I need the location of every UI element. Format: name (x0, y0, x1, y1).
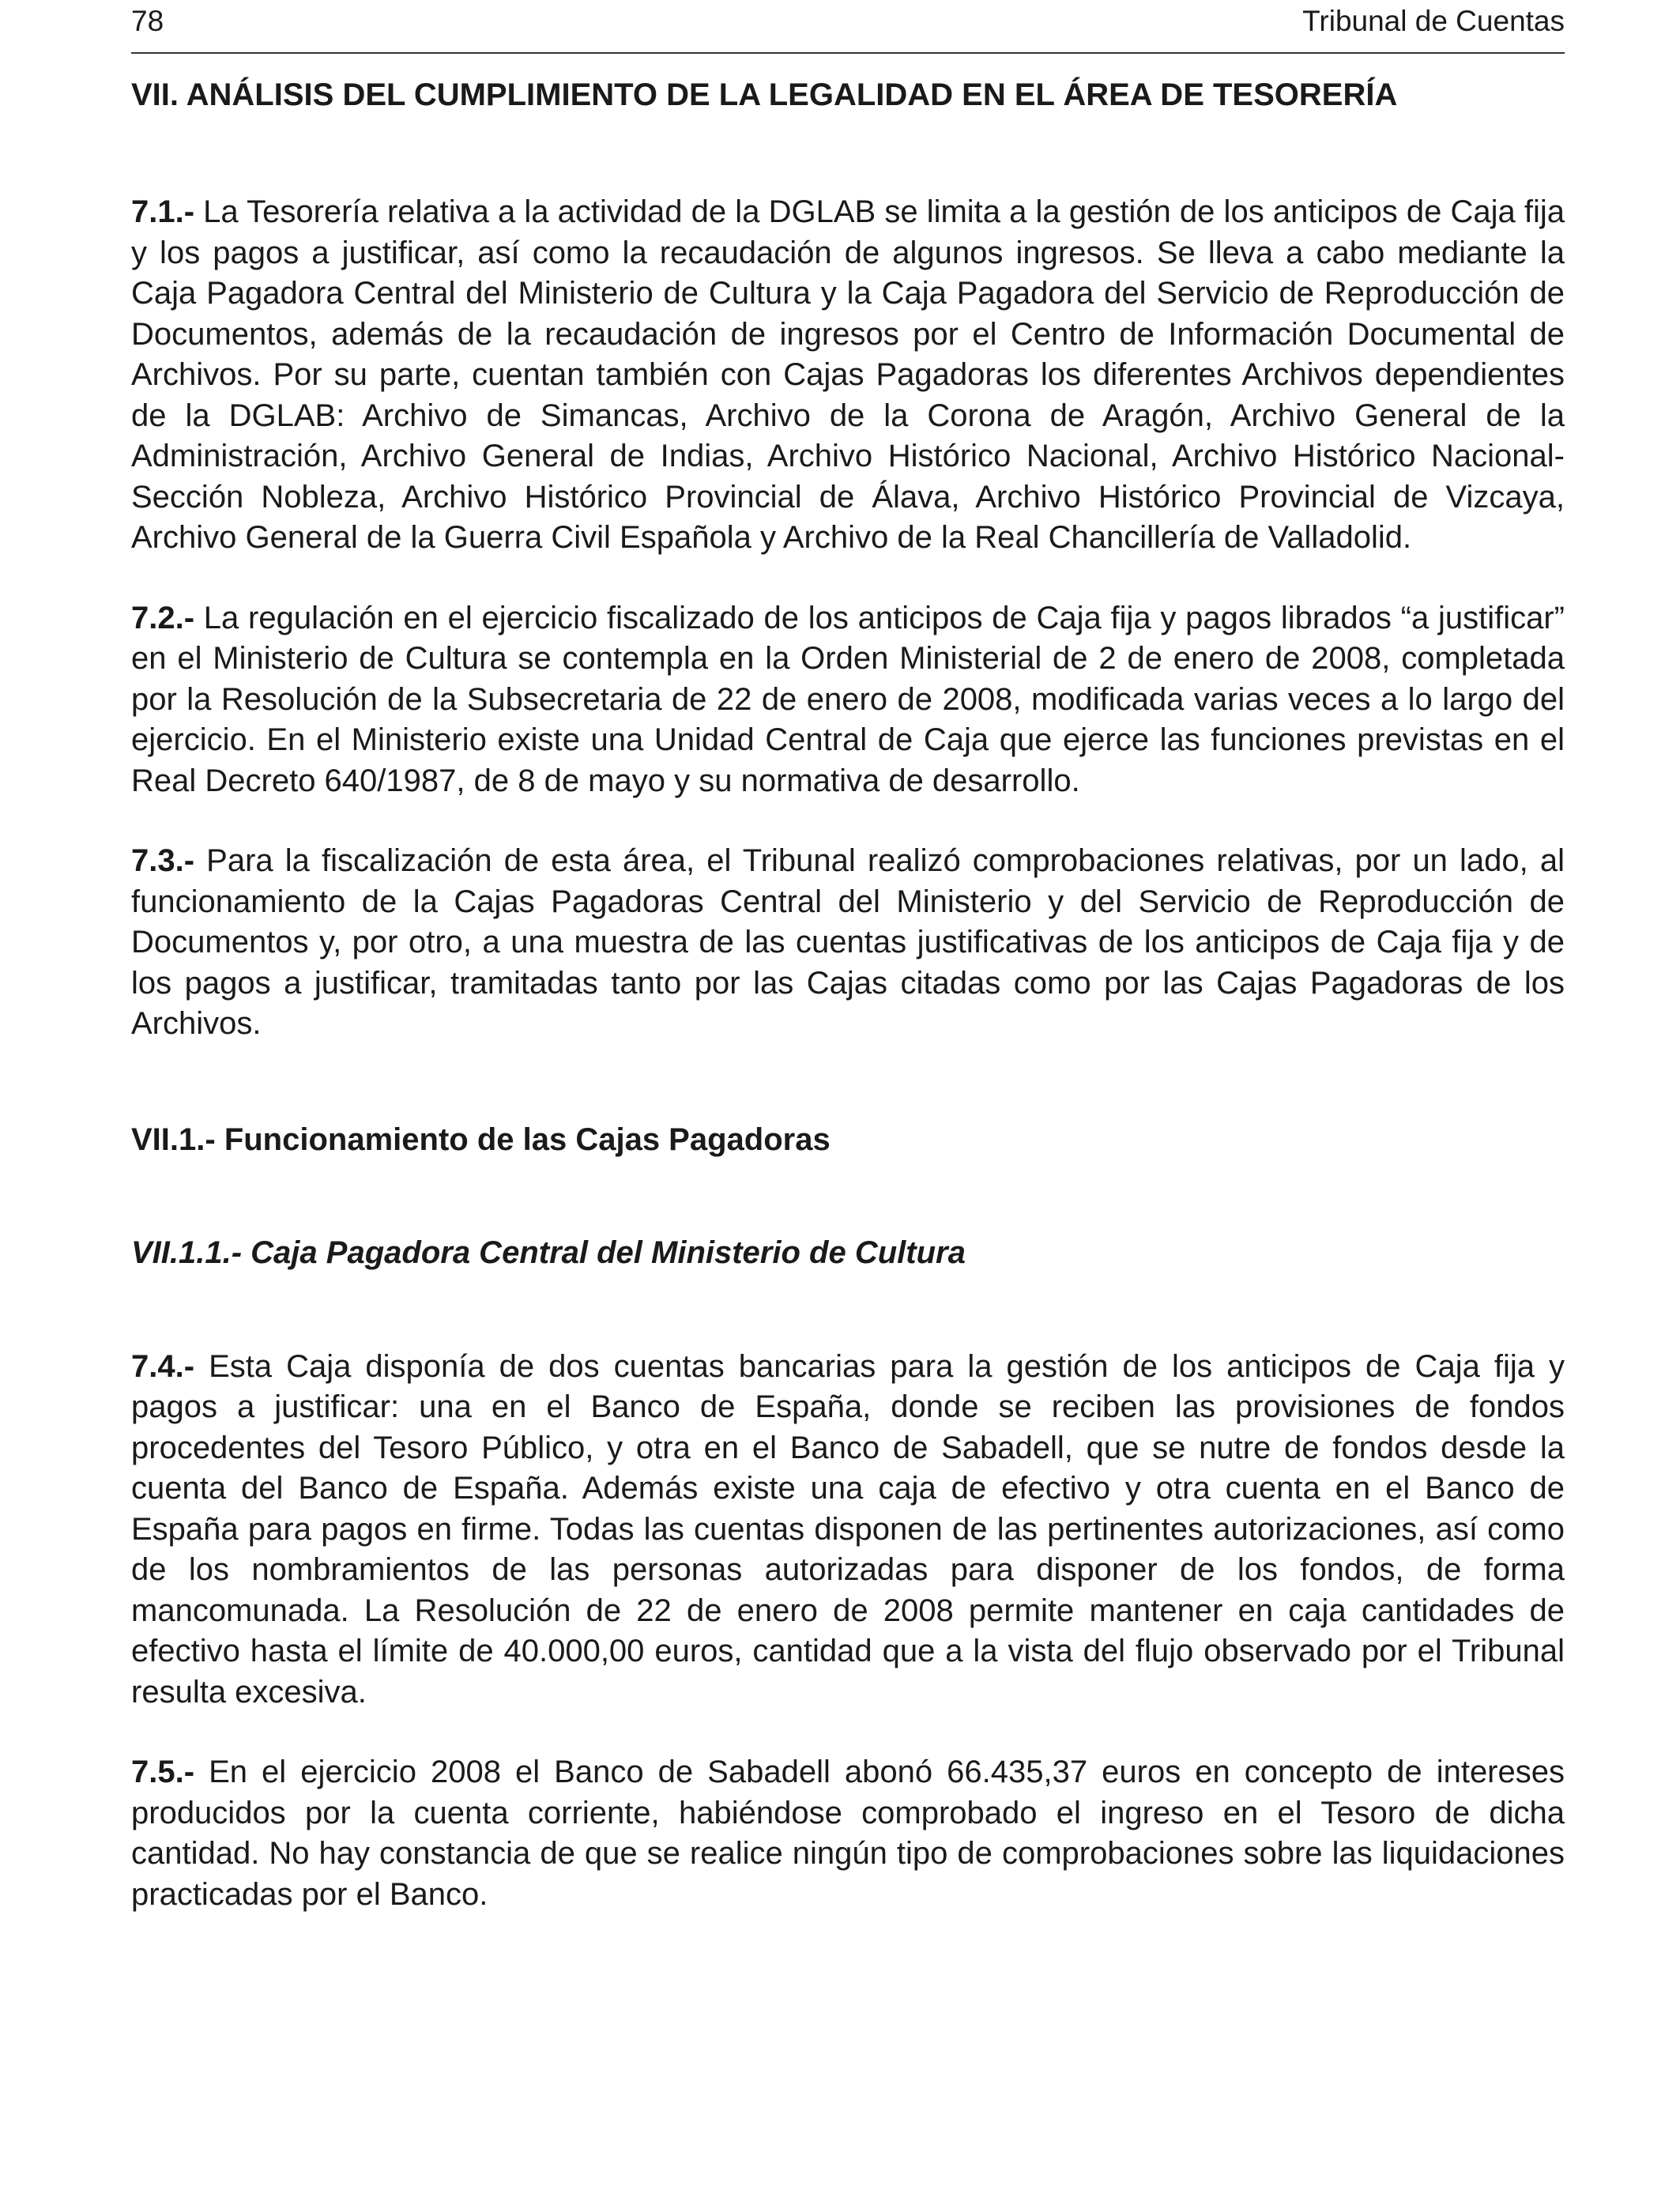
subsection-title: VII.1.1.- Caja Pagadora Central del Ministerio de Cultura (131, 1235, 966, 1270)
paragraph-text: Esta Caja disponía de dos cuentas bancarias para la gestión de los anticipos de Caja fija y pagos a justificar: una en el Banco de España, donde se reciben las provisiones de fondos procedentes del Tesoro Público, y otra en el Banco de Sabadell, que se nutre de fondos desde la cuenta del Banco de España. Además existe una caja de efectivo y otra cuenta en el Banco de España para pagos en firme. Todas las cuentas disponen de las pertinentes autorizaciones, así como de los nombramientos de las personas autorizadas para disponer de los fondos, de forma mancomunada. La Resolución de 22 de enero de 2008 permite mantener en caja cantidades de efectivo hasta el límite de 40.000,00 euros, cantidad que a la vista del flujo observado por el Tribunal resulta excesiva. (131, 1348, 1565, 1710)
paragraph-7-2 (131, 598, 1565, 802)
chapter-title: VII. ANÁLISIS DEL CUMPLIMIENTO DE LA LEGALIDAD EN EL ÁREA DE TESORERÍA (131, 77, 1398, 112)
paragraph-text: Para la fiscalización de esta área, el Tribunal realizó comprobaciones relativas, por un lado, al funcionamiento de la Cajas Pagadoras Central del Ministerio y del Servicio de Reproducción de Documentos y, por otro, a una muestra de las cuentas justificativas de los anticipos de Caja fija y de los pagos a justificar, tramitadas tanto por las Cajas citadas como por las Cajas Pagadoras de los Archivos. (131, 843, 1565, 1041)
paragraph-text: La regulación en el ejercicio fiscalizado de los anticipos de Caja fija y pagos librados “a justificar” en el Ministerio de Cultura se contempla en la Orden Ministerial de 2 de enero de 2008, completada por la Resolución de la Subsecretaria de 22 de enero de 2008, modificada varias veces a lo largo del ejercicio. En el Ministerio existe una Unidad Central de Caja que ejerce las funciones previstas en el Real Decreto 640/1987, de 8 de mayo y su normativa de desarrollo. (131, 600, 1565, 798)
paragraph-number: 7.1.- (131, 194, 195, 229)
paragraph-7-1 (131, 192, 1565, 559)
document-page (131, 0, 1565, 1915)
paragraph-number: 7.2.- (131, 600, 195, 635)
paragraph-number: 7.5.- (131, 1755, 195, 1789)
paragraph-7-3 (131, 841, 1565, 1045)
paragraph-number: 7.4.- (131, 1348, 195, 1384)
paragraph-number: 7.3.- (131, 843, 195, 878)
page-number: 78 (131, 5, 164, 37)
paragraph-text: En el ejercicio 2008 el Banco de Sabadell abonó 66.435,37 euros en concepto de intereses producidos por la cuenta corriente, habiéndose comprobado el ingreso en el Tesoro de dicha cantidad. No hay constancia de que se realice ningún tipo de comprobaciones sobre las liquidaciones practicadas por el Banco. (131, 1755, 1565, 1912)
paragraph-text: La Tesorería relativa a la actividad de la DGLAB se limita a la gestión de los anticipos de Caja fija y los pagos a justificar, así como la recaudación de algunos ingresos. Se lleva a cabo mediante la Caja Pagadora Central del Ministerio de Cultura y la Caja Pagadora del Servicio de Reproducción de Documentos, además de la recaudación de ingresos por el Centro de Información Documental de Archivos. Por su parte, cuentan también con Cajas Pagadoras los diferentes Archivos dependientes de la DGLAB: Archivo de Simancas, Archivo de la Corona de Aragón, Archivo General de la Administración, Archivo General de Indias, Archivo Histórico Nacional, Archivo Histórico Nacional-Sección Nobleza, Archivo Histórico Provincial de Álava, Archivo Histórico Provincial de Vizcaya, Archivo General de la Guerra Civil Española y Archivo de la Real Chancillería de Valladolid. (131, 194, 1565, 555)
section-title: VII.1.- Funcionamiento de las Cajas Pagadoras (131, 1122, 831, 1157)
running-header (131, 0, 1565, 54)
running-title: Tribunal de Cuentas (1302, 5, 1565, 37)
paragraph-7-5 (131, 1752, 1565, 1915)
paragraph-7-4 (131, 1347, 1565, 1713)
